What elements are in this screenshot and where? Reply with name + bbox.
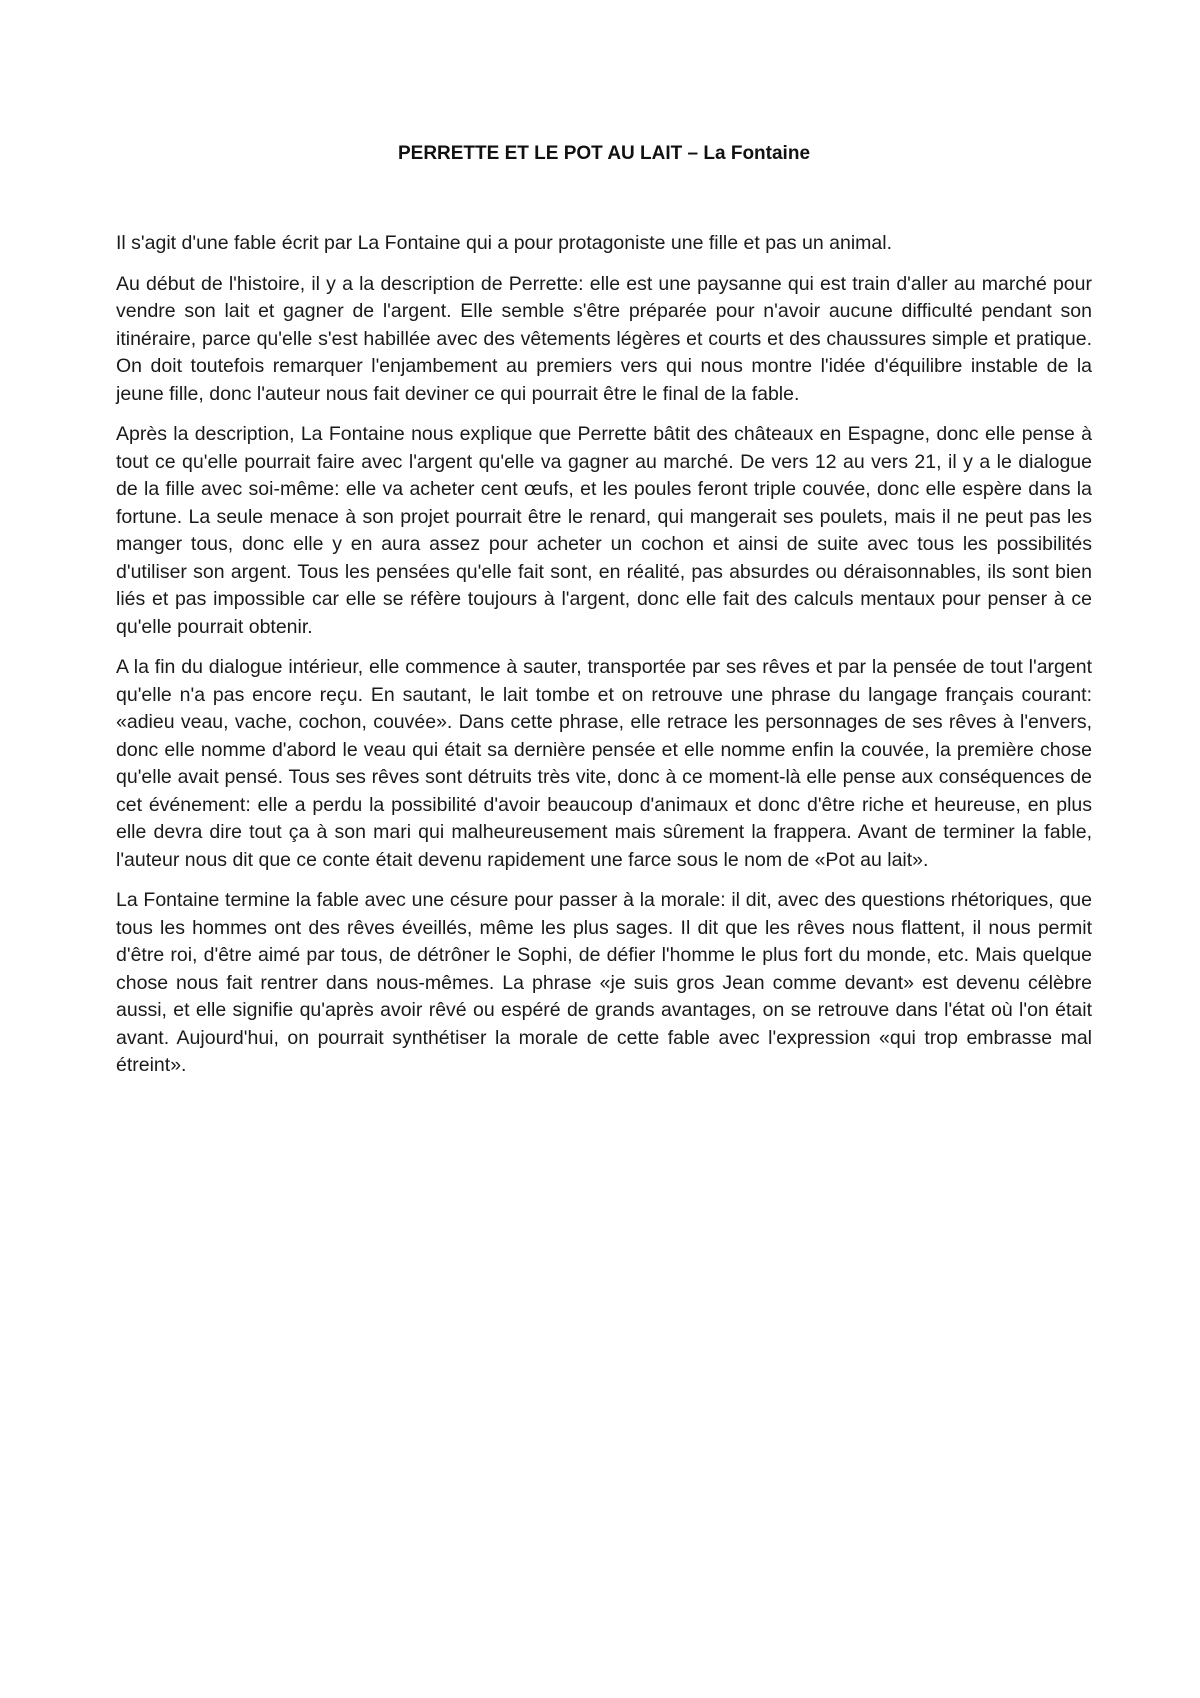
document-title: PERRETTE ET LE POT AU LAIT – La Fontaine — [397, 143, 811, 164]
paragraph-description: Au début de l'histoire, il y a la description de Perrette: elle est une paysanne qui est train d'aller au marché pour vendre son lait et gagner de l'argent. Elle semble s'être préparée pour n'avoir aucune difficulté pendant son itinéraire, parce qu'elle s'est habillée avec des vêtements légères et courts et des chaussures simple et pratique. On doit toutefois remarquer l'enjambement au premiers vers qui nous montre l'idée d'équilibre instable de la jeune fille, donc l'auteur nous fait deviner ce qui pourrait être le final de la fable. — [116, 272, 1092, 405]
paragraph-fall: A la fin du dialogue intérieur, elle commence à sauter, transportée par ses rêves et par la pensée de tout l'argent qu'elle n'a pas encore reçu. En sautant, le lait tombe et on retrouve une phrase du langage français courant: «adieu veau, vache, cochon, couvée». Dans cette phrase, elle retrace les personnages de ses rêves à l'envers, donc elle nomme d'abord le veau qui était sa dernière pensée et elle nomme enfin la couvée, la première chose qu'elle avait pensé. Tous ses rêves sont détruits très vite, donc à ce moment-là elle pense aux conséquences de cet événement: elle a perdu la possibilité d'avoir beaucoup d'animaux et donc d'être riche et heureuse, en plus elle devra dire tout ça à son mari qui malheureusement mais sûrement la frappera. Avant de terminer la fable, l'auteur nous dit que ce conte était devenu rapidement une farce sous le nom de «Pot au lait». — [116, 656, 1092, 871]
paragraph-dreams: Après la description, La Fontaine nous explique que Perrette bâtit des châteaux en Espagne, donc elle pense à tout ce qu'elle pourrait faire avec l'argent qu'elle va gagner au marché. De vers 12 au vers 21, il y a le dialogue de la fille avec soi-même: elle va acheter cent œufs, et les poules feront triple couvée, donc elle espère dans la fortune. La seule menace à son projet pourrait être le renard, qui mangerait ses poulets, mais il ne peut pas les manger tous, donc elle y en aura assez pour acheter un cochon et ainsi de suite avec tous les possibilités d'utiliser son argent. Tous les pensées qu'elle fait sont, en réalité, pas absurdes ou déraisonnables, ils sont bien liés et pas impossible car elle se réfère toujours à l'argent, donc elle fait des calculs mentaux pour penser à ce qu'elle pourrait obtenir. — [116, 423, 1092, 638]
document-body — [116, 230, 1092, 1093]
paragraph-intro: Il s'agit d'une fable écrit par La Fontaine qui a pour protagoniste une fille et pas un animal. — [116, 232, 893, 254]
paragraph-moral: La Fontaine termine la fable avec une césure pour passer à la morale: il dit, avec des questions rhétoriques, que tous les hommes ont des rêves éveillés, même les plus sages. Il dit que les rêves nous flattent, il nous permit d'être roi, d'être aimé par tous, de détrôner le Sophi, de défier l'homme le plus fort du monde, etc. Mais quelque chose nous fait rentrer dans nous-mêmes. La phrase «je suis gros Jean comme devant» est devenu célèbre aussi, et elle signifie qu'après avoir rêvé ou espéré de grands avantages, on se retrouve dans l'état où l'on était avant. Aujourd'hui, on pourrait synthétiser la morale de cette fable avec l'expression «qui trop embrasse mal étreint». — [116, 889, 1092, 1076]
